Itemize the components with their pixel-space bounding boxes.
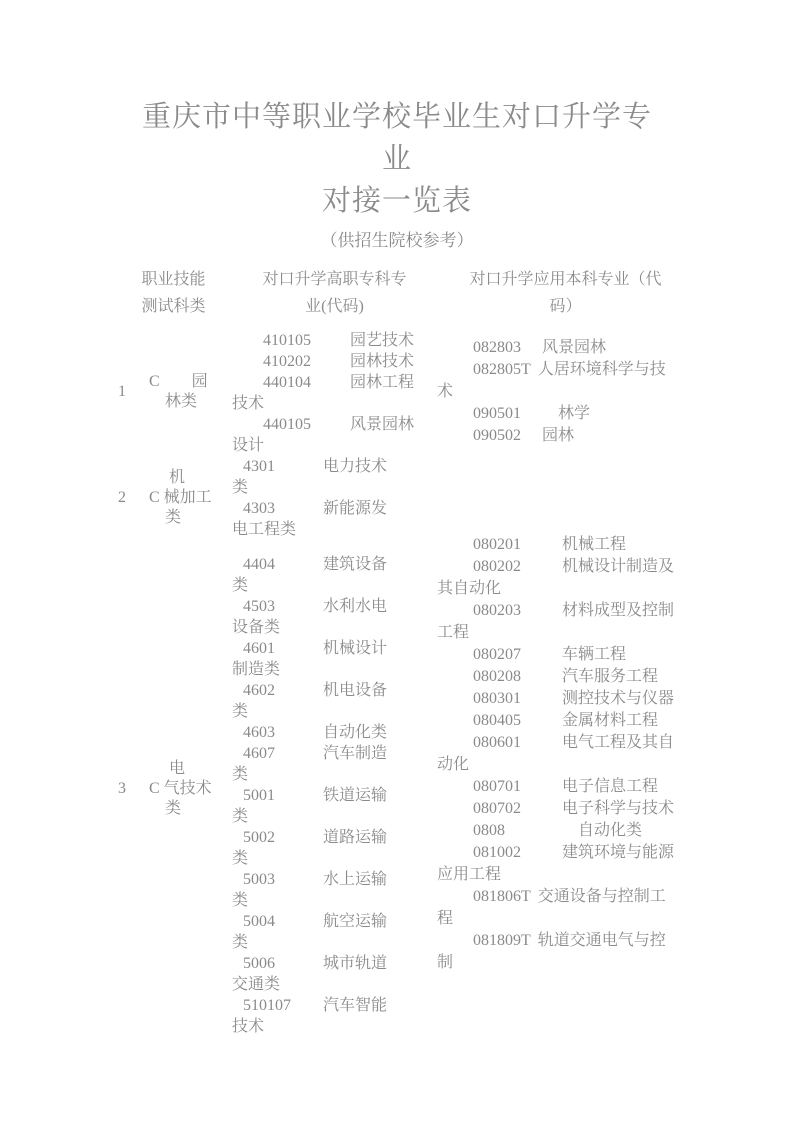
major-name-continuation: 制造类 <box>232 661 281 678</box>
zhuanke-item <box>232 638 437 680</box>
zhuanke-item-first-line <box>232 456 437 477</box>
category-cell <box>145 456 232 540</box>
major-name-continuation: 设备类 <box>232 619 281 636</box>
document-subtitle: （供招生院校参考） <box>320 231 474 250</box>
category-cell <box>145 540 232 1037</box>
zhuanke-item <box>232 953 437 995</box>
major-code: 090502 <box>473 427 521 444</box>
zhuanke-item <box>232 498 437 540</box>
major-code: 080601 <box>473 734 521 751</box>
major-code: 080301 <box>473 690 521 707</box>
zhuanke-item-first-line <box>232 498 437 519</box>
major-code: 4301 <box>243 458 275 475</box>
major-name-continuation: 动化 <box>437 756 470 773</box>
category-line: 电 <box>149 759 186 777</box>
header-benke-line-2: 码） <box>549 298 582 315</box>
row-number-cell <box>115 456 145 540</box>
major-code: 081809T <box>473 932 531 949</box>
major-name: 交通设备与控制工 <box>537 888 666 905</box>
benke-cell <box>437 456 694 540</box>
major-code: 082805T <box>473 361 531 378</box>
zhuanke-item <box>232 351 437 372</box>
zhuanke-item-first-line <box>232 330 437 351</box>
major-name-continuation: 应用工程 <box>437 866 502 883</box>
document-title-line-1: 重庆市中等职业学校毕业生对口升学专 <box>141 101 652 133</box>
benke-item-first-line <box>437 534 694 556</box>
category-line: C 园 <box>149 373 208 390</box>
category-line: 机 <box>149 469 186 486</box>
benke-item <box>437 600 694 644</box>
zhuanke-item-first-line <box>232 911 437 932</box>
major-code: 080203 <box>473 602 521 619</box>
benke-item <box>437 403 694 425</box>
major-name-continuation: 设计 <box>232 437 265 454</box>
zhuanke-item-first-line <box>232 554 437 575</box>
benke-item-first-line <box>437 359 694 381</box>
major-name: 风景园林 <box>542 339 607 356</box>
zhuanke-item <box>232 596 437 638</box>
major-code: 080405 <box>473 712 521 729</box>
major-name-continuation: 类 <box>232 892 249 909</box>
major-name: 电子科学与技术 <box>562 800 675 817</box>
benke-item-first-line <box>437 688 694 710</box>
major-name: 车辆工程 <box>562 646 627 663</box>
category-line: 类 <box>149 509 182 526</box>
zhuanke-item-first-line <box>232 869 437 890</box>
major-code: 410202 <box>263 353 311 370</box>
major-name-continuation: 类 <box>232 479 249 496</box>
category-cell <box>145 328 232 456</box>
benke-item-first-line <box>437 425 694 447</box>
header-category-line-1: 职业技能 <box>141 271 206 288</box>
major-name: 机械工程 <box>562 536 627 553</box>
document-title-line-2: 业 <box>381 143 412 175</box>
major-name: 铁道运输 <box>323 787 388 804</box>
major-code: 080702 <box>473 800 521 817</box>
benke-item <box>437 337 694 359</box>
zhuanke-item-first-line <box>232 372 437 393</box>
major-name-continuation: 技术 <box>232 1018 265 1035</box>
zhuanke-item-first-line <box>232 414 437 435</box>
major-name-continuation: 电工程类 <box>232 521 297 538</box>
benke-item-first-line <box>437 556 694 578</box>
major-name: 自动化类 <box>562 822 643 839</box>
major-code: 5002 <box>243 829 275 846</box>
benke-item-first-line <box>437 710 694 732</box>
table-row <box>115 536 694 1037</box>
zhuanke-item-first-line <box>232 953 437 974</box>
major-code: 4603 <box>243 724 275 741</box>
category-line: 类 <box>149 799 182 817</box>
header-zhuanke-line-1: 对口升学高职专科专 <box>262 271 407 288</box>
header-zhuanke-column <box>232 266 437 320</box>
zhuanke-item-first-line <box>232 351 437 372</box>
major-code: 5001 <box>243 787 275 804</box>
major-name: 机械设计制造及 <box>562 558 675 575</box>
major-name-continuation: 术 <box>437 383 454 400</box>
major-code: 5006 <box>243 955 275 972</box>
major-code: 090501 <box>473 405 521 422</box>
major-name-continuation: 类 <box>232 850 249 867</box>
row-number-cell <box>115 328 145 456</box>
major-code: 440104 <box>263 374 311 391</box>
major-name: 机电设备 <box>323 682 388 699</box>
major-name-continuation: 工程 <box>437 624 470 641</box>
table-row <box>115 456 694 540</box>
benke-item-first-line <box>437 644 694 666</box>
row-number-cell <box>115 540 145 1037</box>
major-name: 园林 <box>542 427 575 444</box>
zhuanke-item <box>232 911 437 953</box>
benke-item-first-line <box>437 820 694 842</box>
benke-item <box>437 798 694 820</box>
zhuanke-item <box>232 554 437 596</box>
major-name: 电子信息工程 <box>562 778 659 795</box>
major-name-continuation: 类 <box>232 934 249 951</box>
benke-item-first-line <box>437 776 694 798</box>
benke-item <box>437 534 694 556</box>
major-name: 水上运输 <box>323 871 388 888</box>
major-name: 汽车智能 <box>323 997 388 1014</box>
major-name-continuation: 类 <box>232 766 249 783</box>
zhuanke-item-first-line <box>232 995 437 1016</box>
major-name-continuation: 类 <box>232 577 249 594</box>
category-line: C 气技术 <box>149 779 212 797</box>
major-name: 汽车服务工程 <box>562 668 659 685</box>
major-name-continuation: 其自动化 <box>437 580 502 597</box>
benke-item-first-line <box>437 886 694 908</box>
table-row <box>115 328 694 456</box>
major-name: 建筑环境与能源 <box>562 844 675 861</box>
zhuanke-item-first-line <box>232 743 437 764</box>
major-name-continuation: 类 <box>232 808 249 825</box>
major-name: 人居环境科学与技 <box>537 361 666 378</box>
major-name: 园林技术 <box>350 353 415 370</box>
major-name: 风景园林 <box>350 416 415 433</box>
major-name: 电力技术 <box>323 458 388 475</box>
header-zhuanke-line-2: 业(代码) <box>305 298 364 315</box>
header-benke-column <box>437 266 694 320</box>
table-body <box>115 328 694 1037</box>
major-code: 510107 <box>243 997 291 1014</box>
benke-item <box>437 776 694 798</box>
zhuanke-item-first-line <box>232 722 437 743</box>
major-name: 城市轨道 <box>323 955 388 972</box>
benke-item <box>437 710 694 732</box>
major-code: 080701 <box>473 778 521 795</box>
major-name: 建筑设备 <box>323 556 388 573</box>
benke-item-first-line <box>437 403 694 425</box>
major-code: 0808 <box>473 822 505 839</box>
benke-item <box>437 666 694 688</box>
major-code: 081806T <box>473 888 531 905</box>
title-block <box>0 96 794 254</box>
major-code: 080201 <box>473 536 521 553</box>
zhuanke-item <box>232 869 437 911</box>
benke-item-first-line <box>437 842 694 864</box>
benke-item-first-line <box>437 930 694 952</box>
major-code: 4602 <box>243 682 275 699</box>
major-name-continuation: 交通类 <box>232 976 281 993</box>
major-code: 4404 <box>243 556 275 573</box>
major-name: 材料成型及控制 <box>562 602 675 619</box>
zhuanke-item <box>232 330 437 351</box>
major-code: 082803 <box>473 339 521 356</box>
benke-item <box>437 359 694 403</box>
benke-item <box>437 842 694 886</box>
major-code: 5004 <box>243 913 275 930</box>
category-line: C 械加工 <box>149 489 212 506</box>
major-name: 新能源发 <box>323 500 388 517</box>
category-line: 林类 <box>149 393 198 410</box>
zhuanke-item <box>232 722 437 743</box>
major-name: 航空运输 <box>323 913 388 930</box>
major-code: 4601 <box>243 640 275 657</box>
benke-item-first-line <box>437 732 694 754</box>
major-name: 测控技术与仪器 <box>562 690 675 707</box>
benke-item-first-line <box>437 666 694 688</box>
zhuanke-item-first-line <box>232 827 437 848</box>
major-name: 园林工程 <box>350 374 415 391</box>
benke-item <box>437 886 694 930</box>
benke-item <box>437 688 694 710</box>
benke-item <box>437 820 694 842</box>
major-code: 410105 <box>263 332 311 349</box>
major-code: 081002 <box>473 844 521 861</box>
major-name-continuation: 制 <box>437 954 454 971</box>
major-code: 5003 <box>243 871 275 888</box>
zhuanke-item <box>232 995 437 1037</box>
benke-item-first-line <box>437 337 694 359</box>
benke-item <box>437 930 694 974</box>
document-title-line-3: 对接一览表 <box>321 185 472 217</box>
zhuanke-item-first-line <box>232 596 437 617</box>
major-code: 080202 <box>473 558 521 575</box>
header-benke-line-1: 对口升学应用本科专业（代 <box>469 271 662 288</box>
major-code: 080207 <box>473 646 521 663</box>
benke-cell <box>437 328 694 456</box>
zhuanke-cell <box>232 540 437 1037</box>
benke-item <box>437 556 694 600</box>
zhuanke-item <box>232 785 437 827</box>
zhuanke-item <box>232 827 437 869</box>
table-header-row <box>115 266 694 320</box>
zhuanke-item <box>232 680 437 722</box>
row-number: 3 <box>118 779 126 797</box>
major-name-continuation: 类 <box>232 703 249 720</box>
row-number: 1 <box>118 383 126 400</box>
zhuanke-item-first-line <box>232 785 437 806</box>
major-name: 水利水电 <box>323 598 388 615</box>
zhuanke-item <box>232 372 437 414</box>
header-category-line-2: 测试科类 <box>141 298 206 315</box>
major-name: 金属材料工程 <box>562 712 659 729</box>
major-name: 道路运输 <box>323 829 388 846</box>
major-name-continuation: 技术 <box>232 395 265 412</box>
major-code: 4503 <box>243 598 275 615</box>
benke-item-first-line <box>437 600 694 622</box>
major-code: 440105 <box>263 416 311 433</box>
major-name: 林学 <box>542 405 591 422</box>
zhuanke-item <box>232 414 437 456</box>
major-mapping-table <box>115 266 694 1037</box>
benke-item-first-line <box>437 798 694 820</box>
zhuanke-item-first-line <box>232 680 437 701</box>
row-number: 2 <box>118 489 126 506</box>
major-code: 4607 <box>243 745 275 762</box>
major-name: 机械设计 <box>323 640 388 657</box>
major-name: 电气工程及其自 <box>562 734 675 751</box>
benke-item <box>437 732 694 776</box>
major-name: 自动化类 <box>323 724 388 741</box>
major-code: 080208 <box>473 668 521 685</box>
major-name-continuation: 程 <box>437 910 454 927</box>
zhuanke-item <box>232 743 437 785</box>
zhuanke-item-first-line <box>232 638 437 659</box>
benke-item <box>437 425 694 447</box>
major-name: 园艺技术 <box>350 332 415 349</box>
major-name: 轨道交通电气与控 <box>537 932 666 949</box>
header-category-column <box>115 266 232 320</box>
zhuanke-item <box>232 456 437 498</box>
major-code: 4303 <box>243 500 275 517</box>
zhuanke-cell <box>232 456 437 540</box>
benke-cell <box>437 534 694 1037</box>
benke-item <box>437 644 694 666</box>
major-name: 汽车制造 <box>323 745 388 762</box>
zhuanke-cell <box>232 328 437 456</box>
